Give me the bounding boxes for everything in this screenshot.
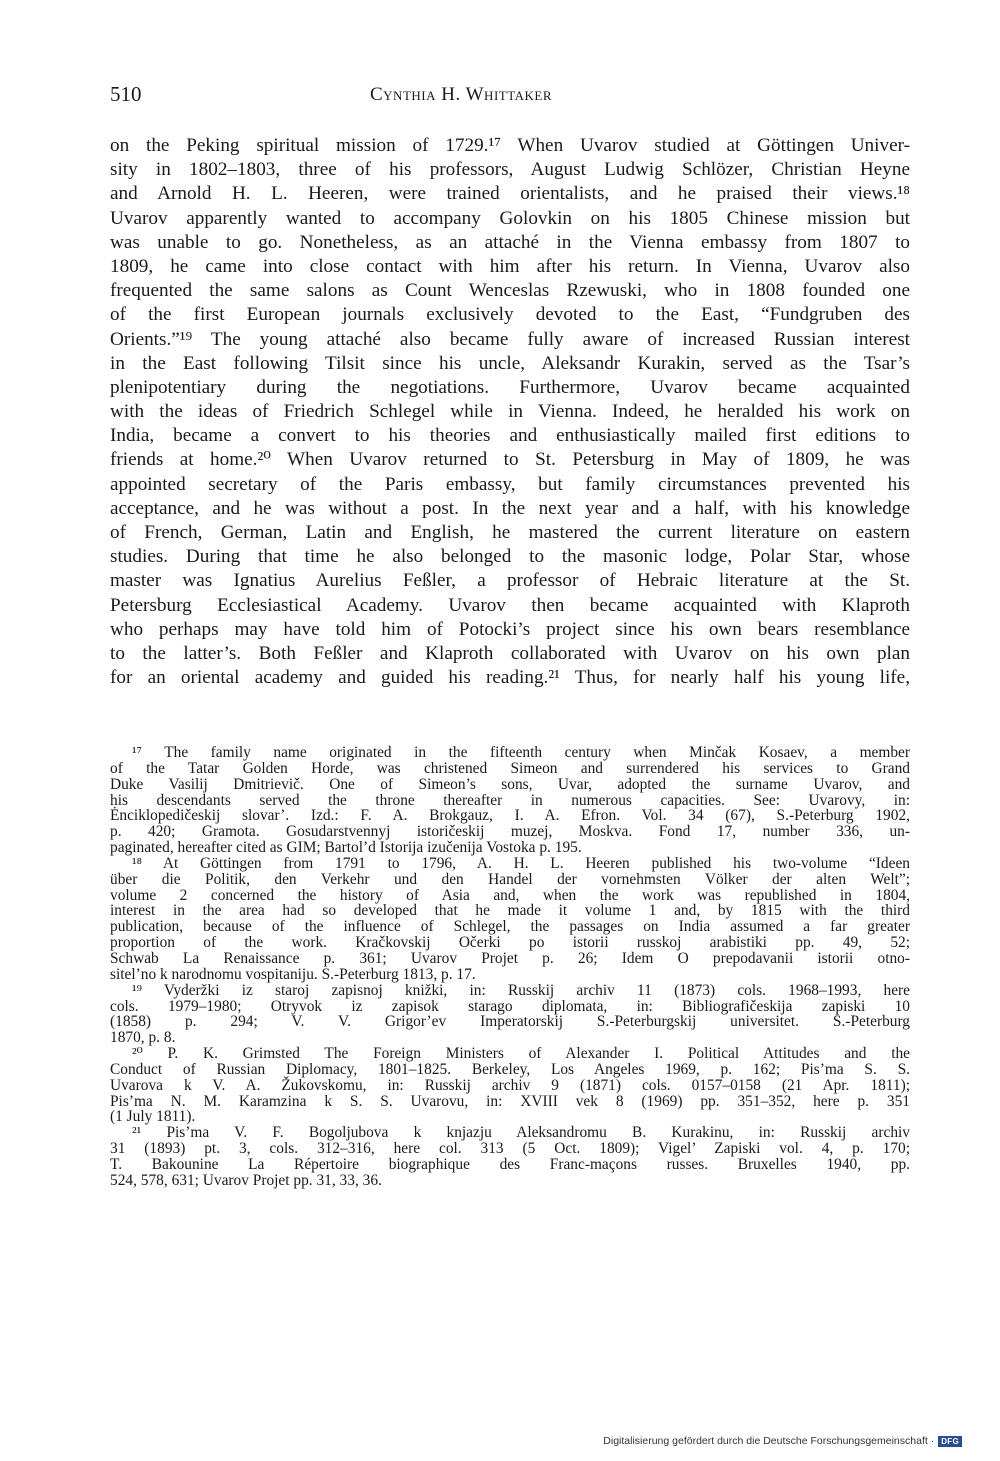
body-line: plenipotentiary during the negotiations. Furthermore, Uvarov became acquainted [110, 376, 910, 398]
footnote-line: 1870, p. 8. [110, 1029, 176, 1047]
page-number: 510 [110, 82, 142, 106]
body-line: Petersburg Ecclesiastical Academy. Uvarov then became acquainted with Klaproth [110, 594, 910, 616]
body-line: sity in 1802–1803, three of his professors, August Ludwig Schlözer, Christian Heyne [110, 159, 910, 181]
body-line: India, became a convert to his theories and enthusiastically mailed first editions to [110, 425, 910, 447]
body-line: who perhaps may have told him of Potocki’s project since his own bears resemblance [110, 618, 910, 640]
footer-text: Digitalisierung gefördert durch die Deutsche Forschungsgemeinschaft · [603, 1435, 935, 1447]
dfg-logo: DFG [938, 1436, 962, 1447]
body-line: Orients.”¹⁹ The young attaché also became fully aware of increased Russian interest [110, 328, 910, 350]
body-text [110, 134, 910, 690]
body-line: in the East following Tilsit since his uncle, Aleksandr Kurakin, served as the Tsar’s [110, 352, 910, 374]
body-line: of the first European journals exclusively devoted to the East, “Fundgruben des [110, 304, 910, 326]
running-head: Cynthia H. Whittaker [370, 84, 553, 105]
footnote-line: (1 July 1811). [110, 1108, 196, 1126]
body-line: acceptance, and he was without a post. In the next year and a half, with his knowledge [110, 497, 910, 519]
body-line: with the ideas of Friedrich Schlegel while in Vienna. Indeed, he heralded his work on [110, 401, 910, 423]
footnote-line: volume 2 concerned the history of Asia and, when the work was republished in 1804, [110, 886, 910, 904]
footnote-line: Uvarova k V. A. Žukovskomu, in: Russkij archiv 9 (1871) cols. 0157–0158 (21 Apr. 1811); [110, 1076, 910, 1094]
footnote-line: Ėnciklopedičeskij slovar’. Izd.: F. A. Brokgauz, I. A. Efron. Vol. 34 (67), S.-Peterburg 1902, [110, 807, 910, 825]
footnote-line: Pis’ma N. M. Karamzina k S. S. Uvarovu, in: XVIII vek 8 (1969) pp. 351–352, here p. 351 [110, 1092, 910, 1110]
footnote-line: T. Bakounine La Répertoire biographique des Franc-maçons russes. Bruxelles 1940, pp. [110, 1155, 910, 1173]
footnote-line: (1858) p. 294; V. V. Grigor’ev Imperatorskij S.-Peterburgskij universitet. S.-Peterburg [110, 1013, 910, 1031]
footnote-line: of the Tatar Golden Horde, was christened Simeon and surrendered his services to Grand [110, 759, 910, 777]
footnote-line: ¹⁷ The family name originated in the fifteenth century when Minčak Kosaev, a member [132, 744, 910, 761]
footnote-line: Schwab La Renaissance p. 361; Uvarov Projet p. 26; Idem O prepodavanii istorii otno- [110, 949, 910, 967]
body-line: Uvarov apparently wanted to accompany Golovkin on his 1805 Chinese mission but [110, 207, 910, 229]
body-line: and Arnold H. L. Heeren, were trained orientalists, and he praised their views.¹⁸ [110, 183, 910, 205]
footnote-line: paginated, hereafter cited as GIM; Bartol’d Istorija izučenija Vostoka p. 195. [110, 839, 582, 857]
footnote-line: ¹⁹ Vyderžki iz staroj zapisnoj knižki, in: Russkij archiv 11 (1873) cols. 1968–1993, here [132, 981, 910, 999]
footnote-line: sitel’no k narodnomu vospitaniju. S.-Peterburg 1813, p. 17. [110, 965, 476, 983]
body-line: of French, German, Latin and English, he mastered the current literature on eastern [110, 522, 910, 543]
body-line: friends at home.²⁰ When Uvarov returned to St. Petersburg in May of 1809, he was [110, 449, 910, 471]
body-line: appointed secretary of the Paris embassy, but family circumstances prevented his [110, 473, 910, 495]
footnote-line: 524, 578, 631; Uvarov Projet pp. 31, 33, 36. [110, 1171, 382, 1189]
footnotes [110, 745, 910, 1189]
footnote-line: proportion of the work. Kračkovskij Očerki po istorii russkoj arabistiki pp. 49, 52; [110, 934, 910, 952]
body-line: frequented the same salons as Count Wenceslas Rzewuski, who in 1808 founded one [110, 280, 910, 302]
footnote-line: 31 (1893) pt. 3, cols. 312–316, here col. 313 (5 Oct. 1809); Vigel’ Zapiski vol. 4, p. 170; [110, 1140, 910, 1158]
footnote-line: Duke Vasilij Dmitrievič. One of Simeon’s sons, Uvar, adopted the surname Uvarov, and [110, 775, 910, 793]
footnote-line: über die Politik, den Verkehr und den Handel der vornehmsten Völker der alten Welt”; [110, 870, 910, 888]
footnote-line: cols. 1979–1980; Otryvok iz zapisok starago diplomata, in: Bibliografičeskija zapiski 10 [110, 997, 910, 1015]
body-line: studies. During that time he also belonged to the masonic lodge, Polar Star, whose [110, 546, 910, 568]
body-line: was unable to go. Nonetheless, as an attaché in the Vienna embassy from 1807 to [110, 231, 910, 253]
body-line: on the Peking spiritual mission of 1729.¹⁷ When Uvarov studied at Göttingen Univer- [110, 135, 910, 156]
footnote-line: publication, because of the influence of Schlegel, the passages on India assumed a far greater [110, 918, 910, 936]
body-line: master was Ignatius Aurelius Feßler, a professor of Hebraic literature at the St. [110, 570, 910, 592]
footnote-line: ²⁰ P. K. Grimsted The Foreign Ministers of Alexander I. Political Attitudes and the [132, 1045, 910, 1063]
footnote-line: his descendants served the throne thereafter in numerous capacities. See: Uvarovy, in: [110, 791, 910, 809]
digitization-footer [603, 1435, 962, 1447]
body-line: 1809, he came into close contact with him after his return. In Vienna, Uvarov also [110, 255, 910, 277]
footnote-line: p. 420; Gramota. Gosudarstvennyj istoričeskij muzej, Moskva. Fond 17, number 336, un- [110, 823, 910, 841]
footnote-line: ¹⁸ At Göttingen from 1791 to 1796, A. H. L. Heeren published his two-volume “Ideen [132, 854, 910, 872]
body-line: for an oriental academy and guided his reading.²¹ Thus, for nearly half his young life, [110, 667, 910, 689]
page-header [110, 82, 910, 112]
footnote-line: ²¹ Pis’ma V. F. Bogoljubova k knjazju Aleksandromu B. Kurakinu, in: Russkij archiv [132, 1124, 910, 1142]
footnote-line: Conduct of Russian Diplomacy, 1801–1825. Berkeley, Los Angeles 1969, p. 162; Pis’ma S. S. [110, 1060, 910, 1078]
body-line: to the latter’s. Both Feßler and Klaproth collaborated with Uvarov on his own plan [110, 642, 910, 664]
footnote-line: interest in the area had so developed that he made it volume 1 and, by 1815 with the third [110, 902, 910, 920]
